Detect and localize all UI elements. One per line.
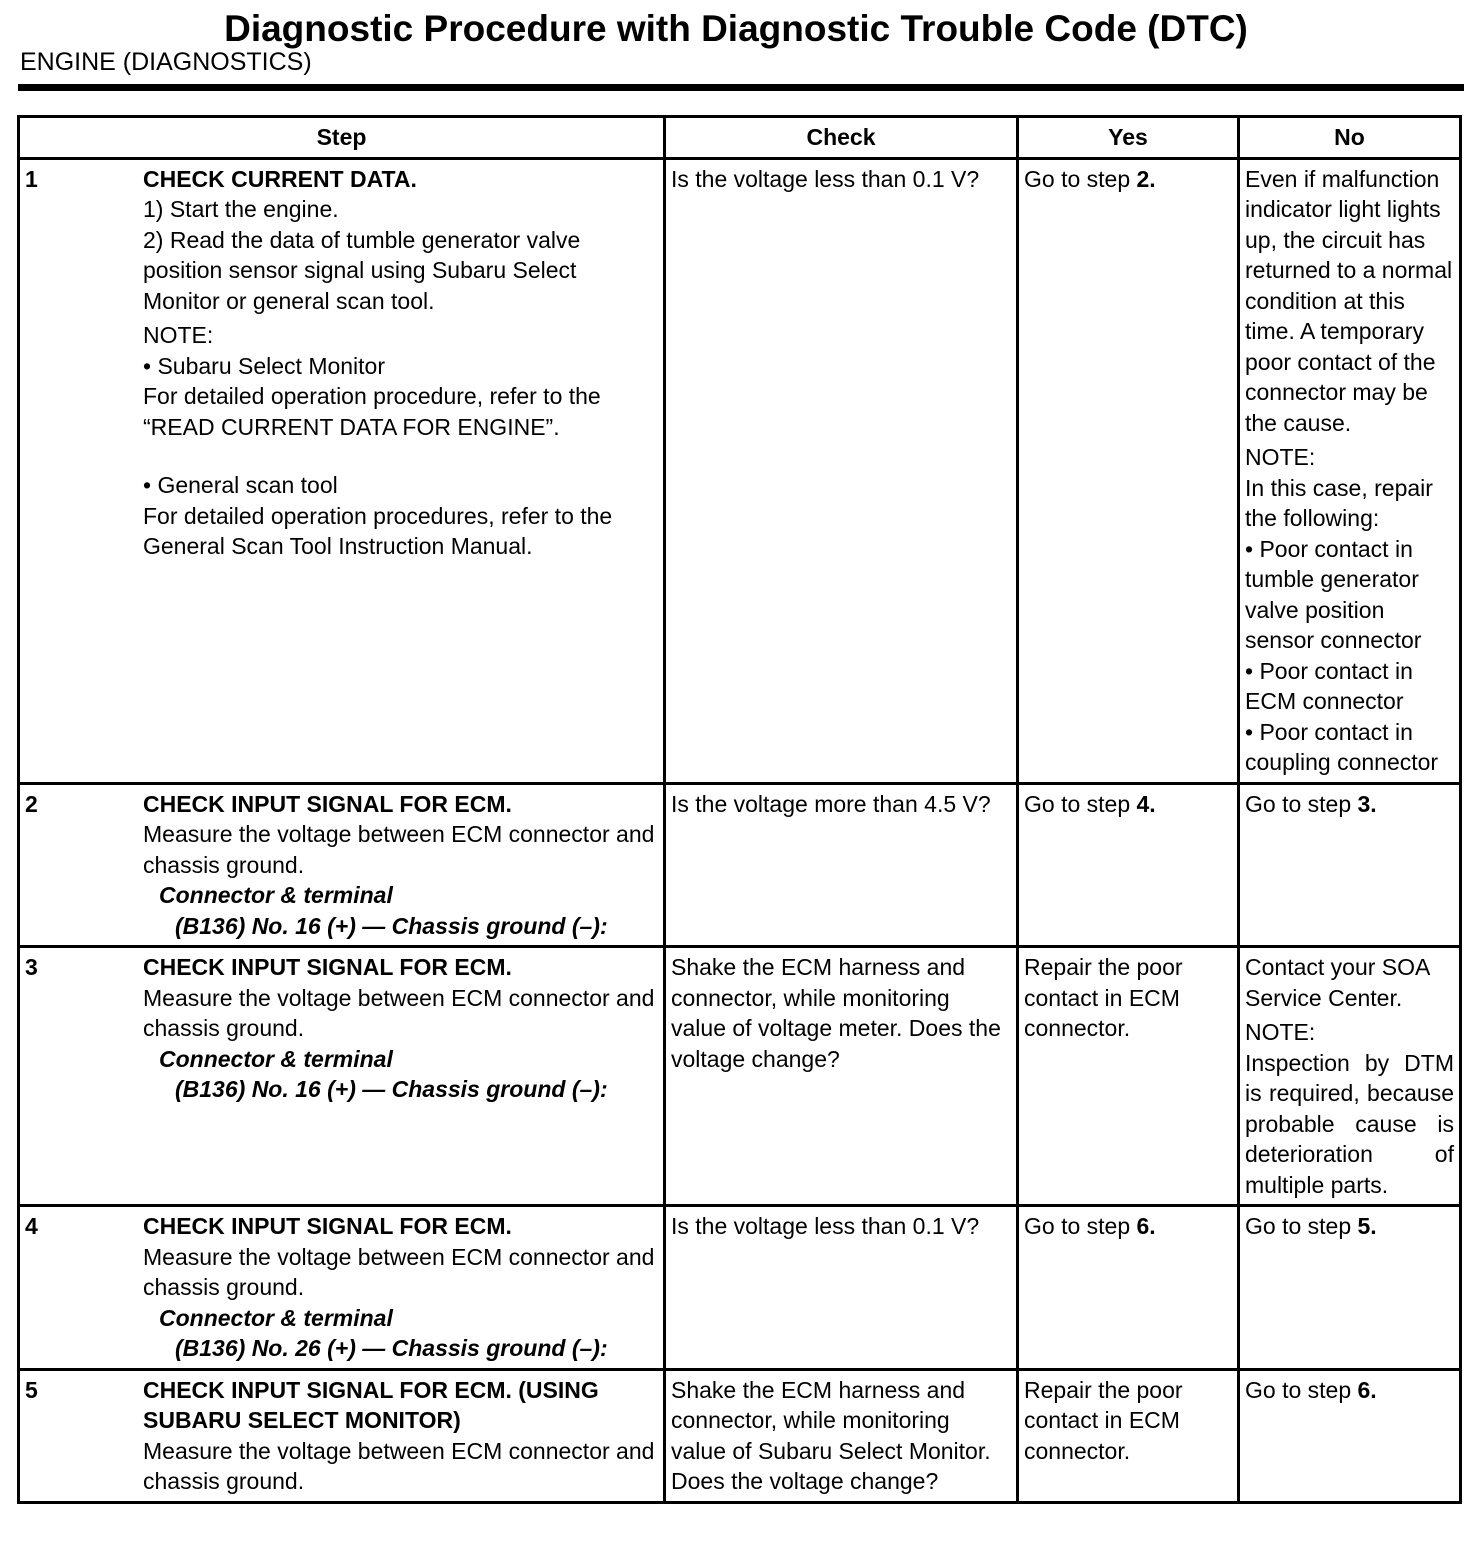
step-instruction: 1) Start the engine.	[143, 196, 339, 222]
step-number: 5	[25, 1376, 38, 1403]
note-bullet: • Poor contact in ECM connector	[1245, 657, 1413, 714]
step-number: 1	[25, 165, 38, 192]
note-text: Inspection by DTM is required, because probable cause is deterioration of multiple parts.	[1245, 1049, 1454, 1198]
section-label: ENGINE (DIAGNOSTICS)	[20, 48, 312, 76]
no-cell	[1239, 947, 1461, 1206]
table-header-row	[19, 117, 1461, 159]
yes-step-ref: 2.	[1136, 165, 1156, 192]
check-cell: Is the voltage less than 0.1 V?	[665, 1206, 1018, 1370]
yes-cell: Go to step 4.	[1018, 783, 1239, 947]
table-row	[19, 947, 1461, 1206]
column-header-check: Check	[665, 117, 1018, 159]
note-text: For detailed operation procedures, refer to the General Scan Tool Instruction Manual.	[143, 502, 613, 559]
note-bullet: • Poor contact in coupling connector	[1245, 718, 1439, 775]
step-cell	[19, 158, 665, 783]
note-bullet: • Poor contact in tumble generator valve position sensor connector	[1245, 535, 1422, 653]
yes-step-ref: 6.	[1136, 1213, 1156, 1239]
no-cell: Go to step 3.	[1239, 783, 1461, 947]
table-row	[19, 783, 1461, 947]
note-text: For detailed operation procedure, refer to the “READ CURRENT DATA FOR ENGINE”.	[143, 383, 601, 440]
connector-value: (B136) No. 16 (+) — Chassis ground (–):	[175, 912, 608, 939]
step-instruction: Measure the voltage between ECM connector and chassis ground.	[143, 821, 655, 878]
check-cell: Shake the ECM harness and connector, while monitoring value of voltage meter. Does the voltage change?	[665, 947, 1018, 1206]
page-title: Diagnostic Procedure with Diagnostic Trouble Code (DTC)	[224, 8, 1248, 49]
step-instruction: 2) Read the data of tumble generator valve position sensor signal using Subaru Select Monitor or general scan tool.	[143, 226, 581, 314]
no-text: Contact your SOA Service Center.	[1245, 954, 1430, 1011]
check-cell: Is the voltage more than 4.5 V?	[665, 783, 1018, 947]
note-bullet: • General scan tool	[143, 472, 338, 498]
no-cell: Go to step 6.	[1239, 1369, 1461, 1502]
note-label: NOTE:	[1245, 444, 1316, 470]
connector-value: (B136) No. 16 (+) — Chassis ground (–):	[175, 1076, 608, 1102]
table-row	[19, 1369, 1461, 1502]
no-step-ref: 6.	[1357, 1376, 1377, 1403]
step-cell	[19, 947, 665, 1206]
connector-label: Connector & terminal	[159, 1304, 393, 1331]
connector-value: (B136) No. 26 (+) — Chassis ground (–):	[175, 1335, 608, 1361]
yes-cell: Go to step 6.	[1018, 1206, 1239, 1370]
yes-cell: Go to step 2.	[1018, 158, 1239, 783]
check-cell: Shake the ECM harness and connector, while monitoring value of Subaru Select Monitor. Does the voltage change?	[665, 1369, 1018, 1502]
step-cell	[19, 783, 665, 947]
step-cell	[19, 1369, 665, 1502]
step-cell	[19, 1206, 665, 1370]
column-header-step: Step	[19, 117, 665, 159]
check-cell: Is the voltage less than 0.1 V?	[665, 158, 1018, 783]
note-label: NOTE:	[143, 322, 214, 348]
note-label: NOTE:	[1245, 1019, 1316, 1045]
step-heading: CHECK INPUT SIGNAL FOR ECM. (USING SUBARU SELECT MONITOR)	[143, 1376, 599, 1433]
column-header-no: No	[1239, 117, 1461, 159]
table-row	[19, 158, 1461, 783]
header-rule	[18, 84, 1464, 91]
step-number: 4	[25, 1213, 38, 1239]
yes-cell: Repair the poor contact in ECM connector.	[1018, 947, 1239, 1206]
diagnostic-procedure-table	[17, 115, 1462, 1504]
note-bullet: • Subaru Select Monitor	[143, 352, 386, 379]
column-header-yes: Yes	[1018, 117, 1239, 159]
step-heading: CHECK CURRENT DATA.	[143, 165, 417, 192]
table-row	[19, 1206, 1461, 1370]
step-instruction: Measure the voltage between ECM connector and chassis ground.	[143, 984, 655, 1041]
yes-cell: Repair the poor contact in ECM connector.	[1018, 1369, 1239, 1502]
step-number: 2	[25, 790, 38, 817]
note-text: In this case, repair the following:	[1245, 474, 1433, 531]
step-heading: CHECK INPUT SIGNAL FOR ECM.	[143, 954, 512, 980]
no-step-ref: 3.	[1357, 790, 1377, 817]
connector-label: Connector & terminal	[159, 1045, 393, 1072]
no-cell	[1239, 158, 1461, 783]
no-text: Even if malfunction indicator light lights up, the circuit has returned to a normal condition at this time. A temporary poor contact of the connector may be the cause.	[1245, 165, 1453, 436]
step-instruction: Measure the voltage between ECM connector and chassis ground.	[143, 1243, 655, 1300]
step-heading: CHECK INPUT SIGNAL FOR ECM.	[143, 790, 512, 817]
step-instruction: Measure the voltage between ECM connector and chassis ground.	[143, 1437, 655, 1494]
yes-step-ref: 4.	[1136, 790, 1156, 817]
no-cell: Go to step 5.	[1239, 1206, 1461, 1370]
connector-label: Connector & terminal	[159, 882, 393, 908]
step-number: 3	[25, 954, 38, 980]
step-heading: CHECK INPUT SIGNAL FOR ECM.	[143, 1213, 512, 1239]
no-step-ref: 5.	[1357, 1213, 1377, 1239]
